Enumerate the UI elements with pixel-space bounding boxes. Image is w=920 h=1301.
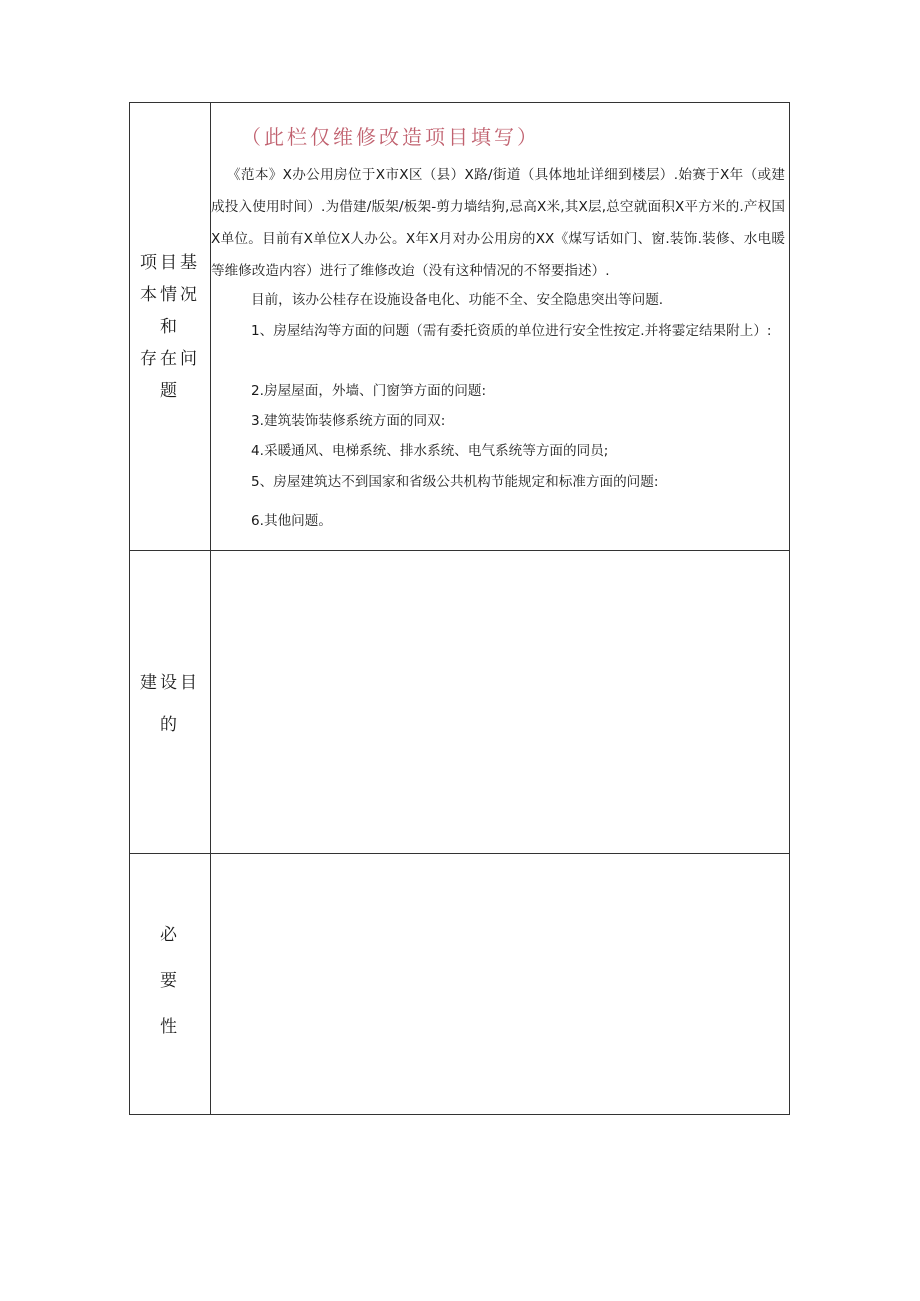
label-line: 和 xyxy=(160,316,180,337)
intro-paragraph: 《范本》X办公用房位于X市X区（县）X路/街道（具体地址详细到楼层）.始赛于X年（或建成投入使用时间）.为借建/版架/板架-剪力墙结狗,忌高X米,其X层,总空就面积X平方米的.产权国X单位。目前有X单位X人办公。X年X月对办公用房的XX《煤写话如门、窗.装饰.装修、水电暖等维修改造内容）进行了维修改迨（没有这种情况的不帑要指述）. xyxy=(211,167,785,279)
label-line: 性 xyxy=(160,1016,180,1037)
form-table xyxy=(129,102,790,1115)
label-line: 存在问 xyxy=(140,348,200,369)
current-status-paragraph: 目前，该办公桂存在设施设备电化、功能不全、安全隐患突出等问题. xyxy=(251,292,664,308)
row-necessity xyxy=(130,853,789,1115)
label-project-basics xyxy=(130,103,211,550)
issue-item-6: 6.其他问题。 xyxy=(251,513,332,529)
label-line: 题 xyxy=(160,380,180,401)
issue-item-5: 5、房屋建筑达不到国家和省级公共机构节能规定和标准方面的问题: xyxy=(251,474,659,490)
content-project-basics[interactable] xyxy=(211,103,789,550)
row-project-basics xyxy=(130,103,789,550)
label-line: 要 xyxy=(160,970,180,991)
label-line: 建设目 xyxy=(140,673,200,693)
label-line: 必 xyxy=(160,924,180,945)
content-construction-purpose[interactable] xyxy=(211,551,789,853)
issue-item-2: 2.房屋屋面，外墙、门窗笋方面的问题: xyxy=(251,383,487,399)
label-line: 的 xyxy=(160,715,180,735)
label-line: 本情况 xyxy=(140,284,200,305)
label-construction-purpose xyxy=(130,551,211,853)
issue-item-1: 1、房屋结沟等方面的问题（需有委托资质的单位进行安全性按定.并将霎定结果附上）: xyxy=(251,323,772,339)
label-line: 项目基 xyxy=(140,252,200,273)
row-construction-purpose xyxy=(130,550,789,853)
content-necessity[interactable] xyxy=(211,854,789,1115)
issue-item-3: 3.建筑装饰装修系统方面的同双: xyxy=(251,413,446,429)
fill-note: （此栏仅维修改造项目填写） xyxy=(241,125,540,149)
label-necessity xyxy=(130,854,211,1115)
issue-item-4: 4.采暖通风、电梯系统、排水系统、电气系统等方面的同员; xyxy=(251,443,609,459)
